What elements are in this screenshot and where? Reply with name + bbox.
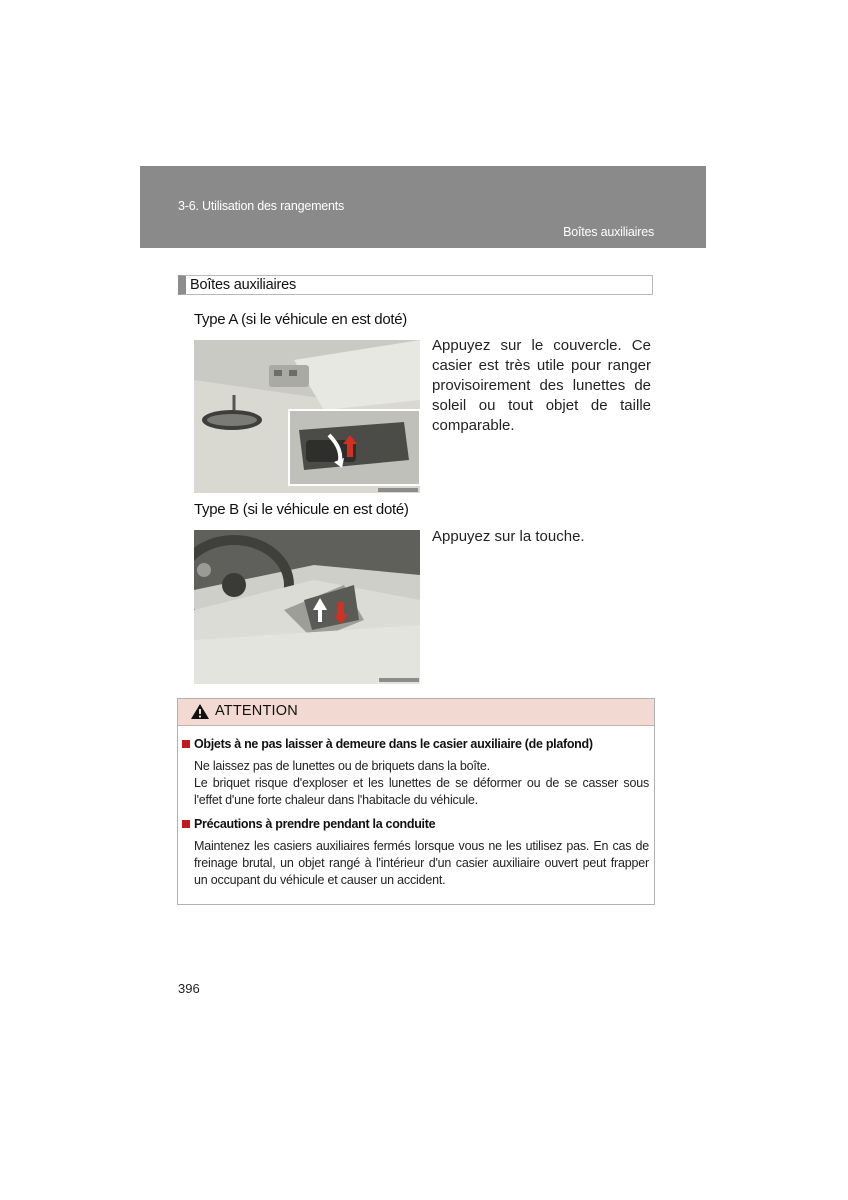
page-number: 396 bbox=[178, 981, 200, 996]
section-heading-label: Boîtes auxiliaires bbox=[190, 277, 297, 293]
attention-header bbox=[178, 699, 654, 726]
attention-item-1-text bbox=[194, 758, 649, 809]
type-b-dashboard-box-photo bbox=[194, 530, 420, 684]
section-title: Boîtes auxiliaires bbox=[563, 225, 654, 239]
attention-item-1-heading bbox=[182, 737, 593, 751]
section-heading bbox=[178, 275, 653, 295]
type-a-description: Appuyez sur le couvercle. Ce casier est très utile pour ranger provisoirement des lunettes de soleil ou tout objet de taille comparable. bbox=[432, 337, 651, 434]
attention-box bbox=[177, 698, 655, 905]
attention-item-2-line-1: Maintenez les casiers auxiliaires fermés lorsque vous ne les utilisez pas. En cas de bbox=[194, 839, 649, 853]
attention-item-1-title: Objets à ne pas laisser à demeure dans le casier auxiliaire (de plafond) bbox=[194, 737, 593, 751]
type-b-description: Appuyez sur la touche. bbox=[432, 528, 585, 545]
red-square-bullet-icon bbox=[182, 740, 190, 748]
chapter-title: 3-6. Utilisation des rangements bbox=[178, 199, 345, 213]
attention-item-1-line-1: Ne laissez pas de lunettes ou de briquets dans la boîte. bbox=[194, 759, 490, 773]
attention-item-1-line-3: l'effet d'une forte chaleur dans l'habitacle du véhicule. bbox=[194, 793, 478, 807]
attention-item-2-title: Précautions à prendre pendant la conduite bbox=[194, 817, 436, 831]
attention-item-1-line-2: Le briquet risque d'exploser et les lunettes de se déformer ou de se casser sous bbox=[194, 776, 649, 790]
warning-triangle-icon bbox=[190, 703, 210, 725]
attention-item-2-line-2: freinage brutal, un objet rangé à l'intérieur d'un casier auxiliaire ouvert peut frapper bbox=[194, 856, 649, 870]
type-a-heading: Type A (si le véhicule en est doté) bbox=[194, 311, 407, 328]
red-square-bullet-icon bbox=[182, 820, 190, 828]
type-b-heading: Type B (si le véhicule en est doté) bbox=[194, 501, 409, 518]
type-a-overhead-console-photo bbox=[194, 340, 420, 493]
attention-item-2-line-3: un occupant du véhicule et causer un accident. bbox=[194, 873, 446, 887]
attention-item-2-heading bbox=[182, 817, 435, 831]
attention-title: ATTENTION bbox=[215, 703, 298, 719]
attention-item-2-text bbox=[194, 838, 649, 889]
chapter-header-band bbox=[140, 166, 706, 248]
